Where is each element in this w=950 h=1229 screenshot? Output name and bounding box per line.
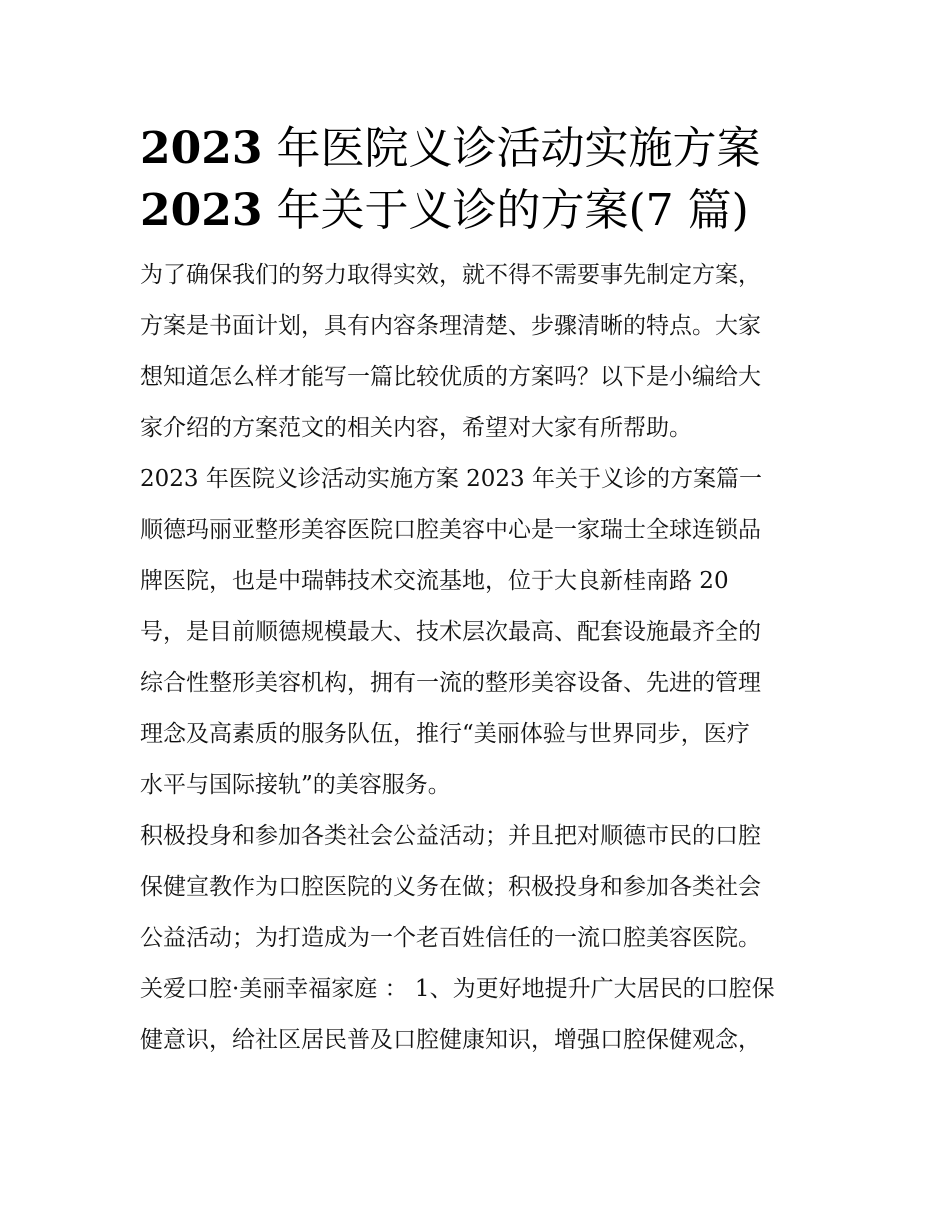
title-text-1: 年医院义诊活动实施方案 [262,123,761,174]
body-line: 家介绍的方案范文的相关内容，希望对大家有所帮助。 [140,415,692,441]
body-line: 健意识，给社区居民普及口腔健康知识，增强口腔保健观念， [140,1027,761,1053]
body-line: 理念及高素质的服务队伍，推行“美丽体验与世界同步，医疗 [140,721,750,747]
body-line: 公益活动；为打造成为一个老百姓信任的一流口腔美容医院。 [140,925,761,951]
body-line: 顺德玛丽亚整形美容医院口腔美容中心是一家瑞士全球连锁品 [140,517,761,543]
body-line: 牌医院，也是中瑞韩技术交流基地，位于大良新桂南路 20 [140,568,729,594]
body-line: 2023 年医院义诊活动实施方案 2023 年关于义诊的方案篇一 [140,466,762,492]
body-line: 积极投身和参加各类社会公益活动；并且把对顺德市民的口腔 [140,823,761,849]
body-line: 综合性整形美容机构，拥有一流的整形美容设备、先进的管理 [140,670,761,696]
body-line: 保健宣教作为口腔医院的义务在做；积极投身和参加各类社会 [140,874,761,900]
document-page [140,118,815,1066]
title-line-2 [140,180,815,242]
title-year-2: 2023 [140,185,263,236]
body-line: 方案是书面计划，具有内容条理清楚、步骤清晰的特点。大家 [140,313,761,339]
title-line-1 [140,118,815,180]
title-text-2: 年关于义诊的方案(7 篇) [262,185,749,236]
body-line: 想知道怎么样才能写一篇比较优质的方案吗？以下是小编给大 [140,364,761,390]
document-body [140,250,815,1066]
body-line: 为了确保我们的努力取得实效，就不得不需要事先制定方案， [140,262,761,288]
body-line: 水平与国际接轨”的美容服务。 [140,772,451,798]
document-title [140,118,815,242]
title-year-1: 2023 [140,123,263,174]
body-line: 关爱口腔·美丽幸福家庭 ： 1、为更好地提升广大居民的口腔保 [140,976,775,1002]
body-line: 号，是目前顺德规模最大、技术层次最高、配套设施最齐全的 [140,619,761,645]
